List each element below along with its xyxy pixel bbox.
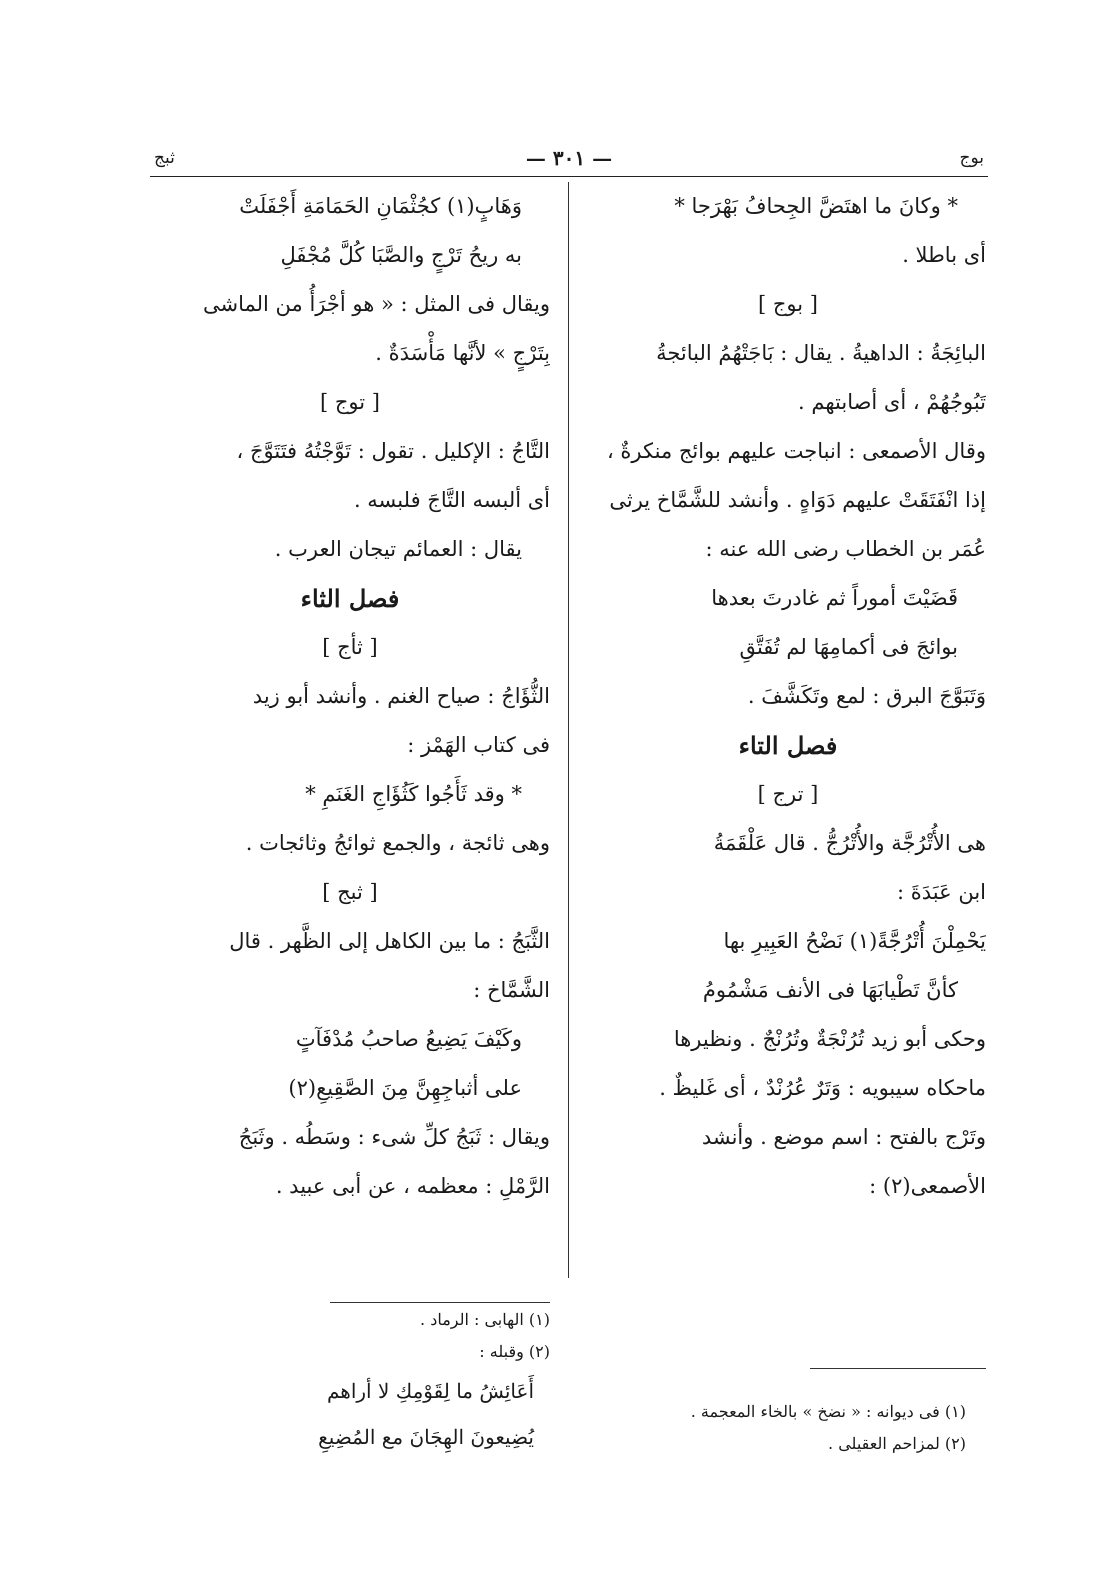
verse-line: قَضَيْتَ أموراً ثم غادرتَ بعدها (711, 586, 958, 610)
text-line: ابن عَبَدَةَ : (897, 880, 986, 904)
text-line: البائِجَةُ : الداهيةُ . يقال : بَاجَتْهُمُ البائجةُ (656, 341, 986, 365)
text-line: ويقال فى المثل : « هو أجْرَأُ من الماشى (202, 292, 550, 316)
footnote: (١) فى ديوانه : « نضخ » بالخاء المعجمة . (690, 1402, 966, 1421)
footnote: (١) الهابى : الرماد . (420, 1310, 550, 1329)
text-line: * وكانَ ما اهتَضَّ الجِحافُ بَهْرَجا * (674, 194, 958, 218)
text-line: وَتَبَوَّجَ البرق : لمع وتَكَشَّفَ . (747, 684, 986, 708)
text-line: وهى ثائجة ، والجمع ثوائجُ وثائجات . (245, 831, 550, 855)
text-line: الرَّمْلِ : معظمه ، عن أبى عبيد . (275, 1174, 550, 1198)
text-line: عُمَر بن الخطاب رضى الله عنه : (705, 537, 986, 561)
section-heading: فصل الثاء (300, 584, 400, 613)
entry-heading: [ بوج ] (758, 292, 818, 316)
footnote-verse: أَعَائِشُ ما لِقَوْمِكِ لا أراهم (326, 1379, 534, 1403)
text-line: إذا انْفَتَقَتْ عليهم دَوَاهٍ . وأنشد للشَّمَّاخ يرثى (609, 488, 986, 512)
footnote-rule (810, 1368, 986, 1369)
text-line: وتَرْج بالفتح : اسم موضع . وأنشد (701, 1125, 986, 1149)
text-line: وحكى أبو زيد تُرُنْجَةٌ وتُرُنْجٌ . ونظيرها (673, 1027, 986, 1051)
text-line: الثُّؤَاجُ : صياح الغنم . وأنشد أبو زيد (252, 684, 550, 708)
footnote: (٢) لمزاحم العقيلى . (828, 1434, 966, 1453)
text-line: التَّاجُ : الإكليل . تقول : تَوَّجْتُهُ فتَتَوَّجَ ، (236, 439, 550, 463)
left-column (150, 182, 550, 1211)
page-header (150, 140, 988, 177)
entry-heading: [ ثأج ] (322, 635, 378, 659)
header-root-left: ثبج (154, 147, 175, 168)
verse-line: يَحْمِلْنَ أُتْرُجَّةً(١) نَضْحُ العَبِيرِ بها (723, 929, 986, 953)
text-line: تَبُوجُهُمْ ، أى أصابتهم . (798, 390, 986, 414)
right-footnotes (590, 1396, 966, 1460)
text-line: بِتَرْجٍ » لأنَّها مَأْسَدَةٌ . (375, 341, 550, 365)
verse-line: كأنَّ تَطْيابَهَا فى الأنف مَشْمُومُ (702, 978, 958, 1002)
verse-line: وكَيْفَ يَضِيعُ صاحبُ مُدْفَآتٍ (295, 1027, 522, 1051)
footnote-rule (330, 1302, 550, 1303)
text-line: أى باطلا . (902, 243, 986, 267)
entry-heading: [ توج ] (320, 390, 380, 414)
verse-line: على أثباجِهِنَّ مِنَ الصَّقِيعِ(٢) (288, 1076, 522, 1100)
text-line: هى الأُتْرُجَّة والأُتْرُجُّ . قال عَلْقَمَةُ (713, 831, 986, 855)
column-divider (568, 182, 569, 1278)
footnote-verse: يُضِيعونَ الهِجَانَ مع المُضِيعِ (318, 1425, 534, 1449)
verse-line: بوائجَ فى أكمامِهَا لم تُفَتَّقِ (739, 635, 958, 659)
header-root-right: بوج (959, 147, 984, 168)
text-line: الشَّمَّاخ : (473, 978, 550, 1002)
verse-line: وَهَابٍ(١) كجُثْمَانِ الحَمَامَةِ أَجْفَلَتْ (239, 194, 522, 218)
text-line: فى كتاب الهَمْز : (407, 733, 550, 757)
text-line: يقال : العمائم تيجان العرب . (274, 537, 522, 561)
right-column (590, 182, 986, 1211)
footnote: (٢) وقبله : (479, 1342, 550, 1361)
text-line: ماحكاه سيبويه : وَتَرٌ عُرُنْدٌ ، أى غَليظٌ . (659, 1076, 986, 1100)
entry-heading: [ ثبج ] (322, 880, 378, 904)
text-line: الثَّبَجُ : ما بين الكاهل إلى الظَّهر . قال (229, 929, 550, 953)
text-line: الأصمعى(٢) : (869, 1174, 986, 1198)
text-line: وقال الأصمعى : انباجت عليهم بوائج منكرةٌ ، (606, 439, 986, 463)
entry-heading: [ ترج ] (757, 782, 819, 806)
text-line: ويقال : ثَبَجُ كلِّ شىء : وسَطُه . وثَبَجُ (238, 1125, 550, 1149)
section-heading: فصل التاء (738, 731, 838, 760)
verse-line: * وقد ثَأَجُوا كَثُؤَاجِ الغَنَمِ * (305, 782, 522, 806)
left-footnotes (190, 1304, 550, 1460)
page-number: — ٣٠١ — (525, 146, 613, 170)
text-line: أى ألبسه التَّاجَ فلبسه . (353, 488, 550, 512)
verse-line: به ريحُ تَرْجٍ والصَّبَا كُلَّ مُجْفَلِ (280, 243, 522, 267)
